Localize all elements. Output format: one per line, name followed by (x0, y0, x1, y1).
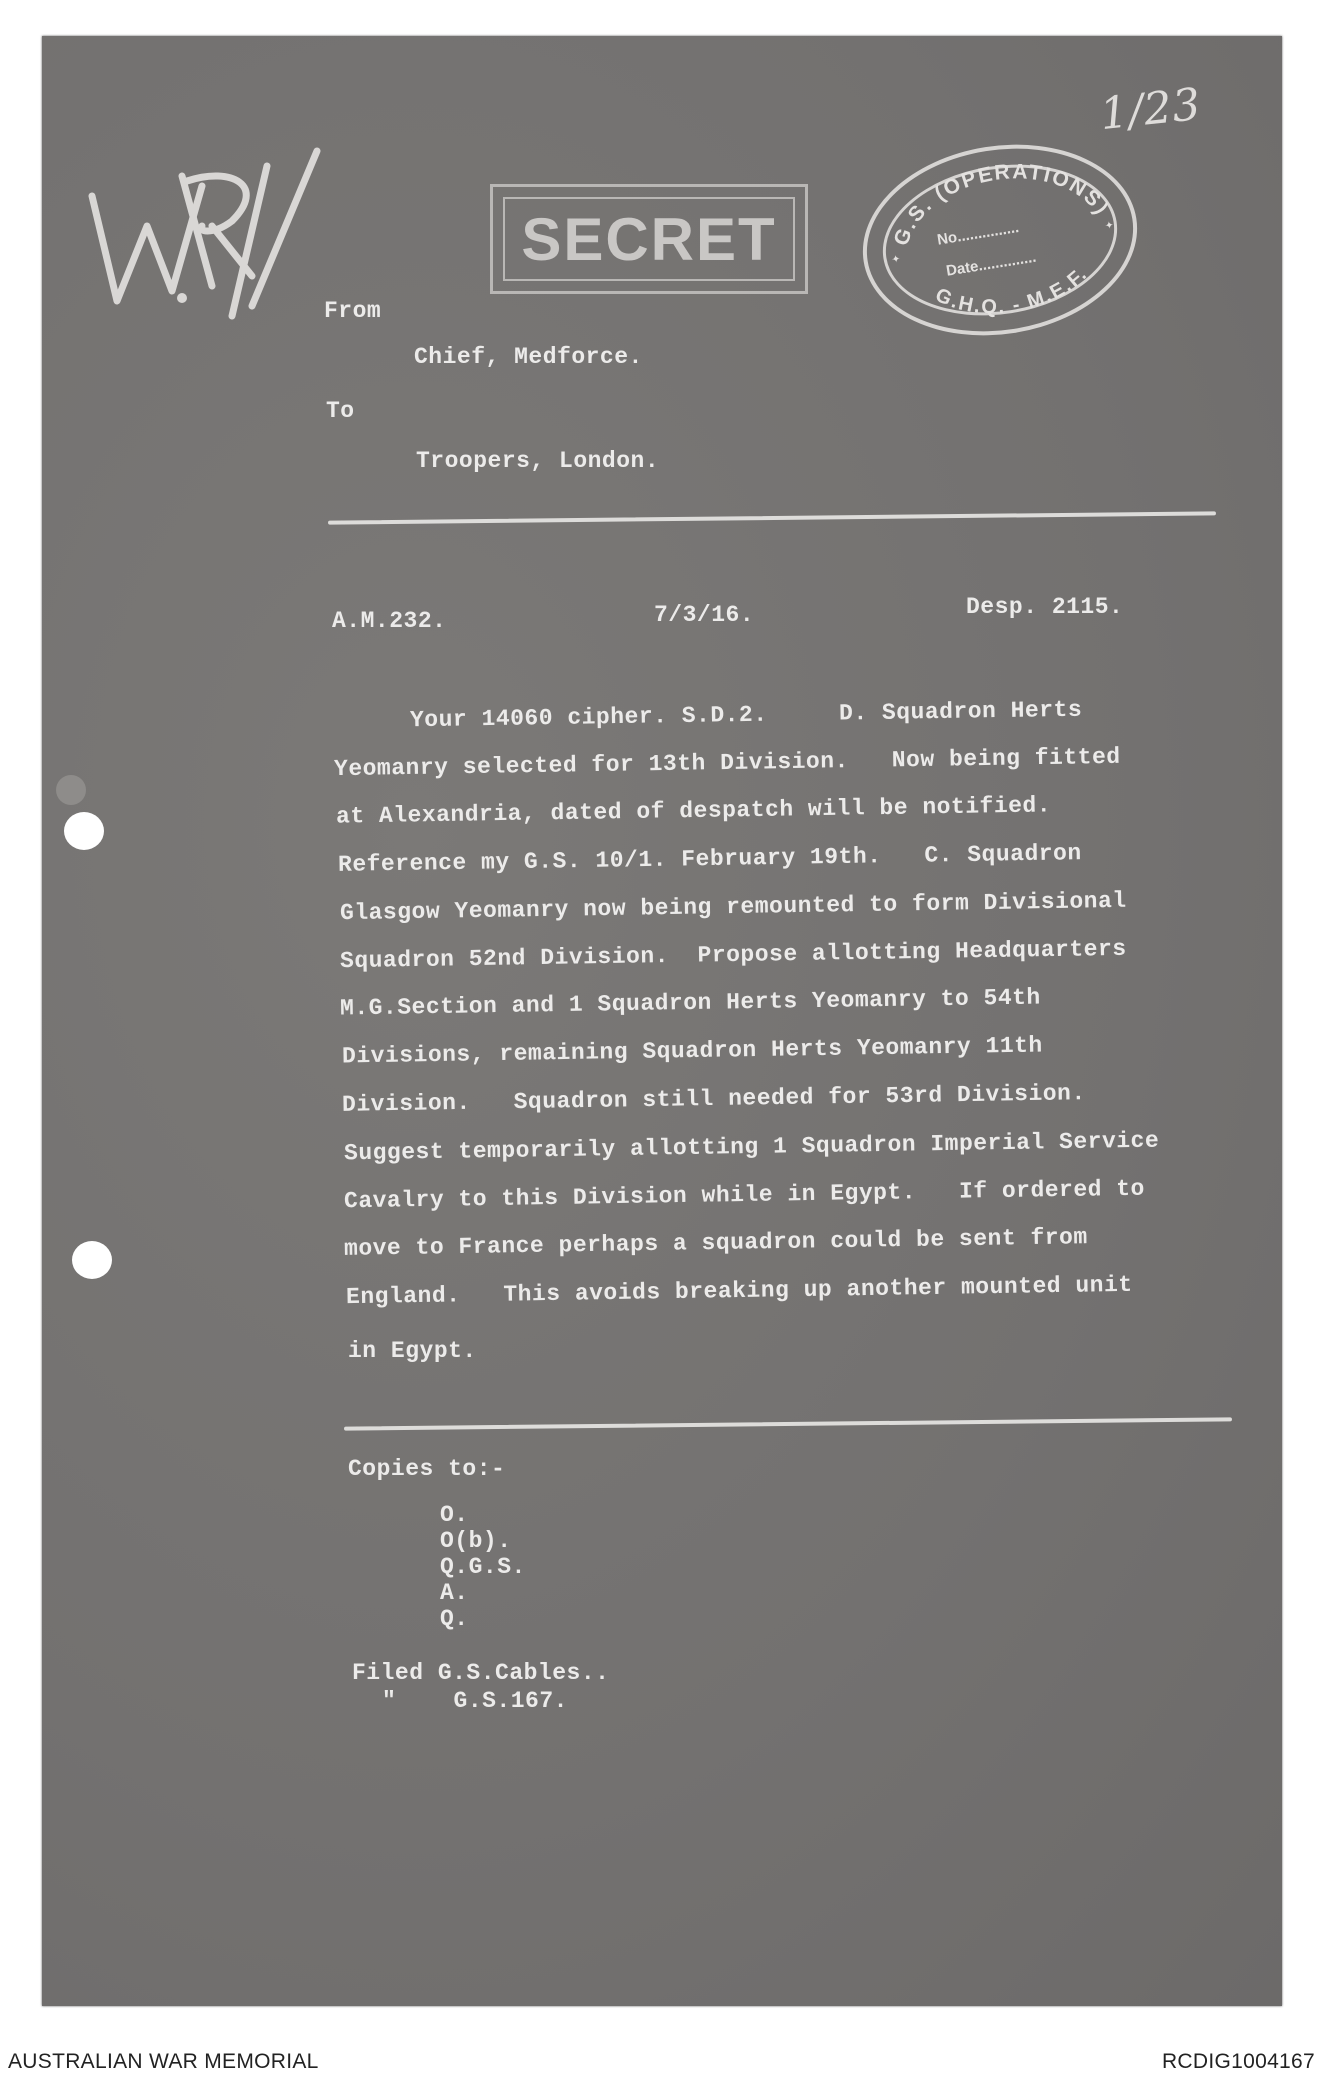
stamp-bottom-text: G.H.Q. - M.E.F. (931, 262, 1093, 319)
message-line: Yeomanry selected for 13th Division. Now being fitted (333, 743, 1121, 783)
message-line: M.G.Section and 1 Squadron Herts Yeomanry to 54th (339, 984, 1041, 1022)
stamp-star-icon: ✦ (890, 250, 902, 269)
punch-hole (72, 1241, 112, 1279)
punch-hole (64, 812, 104, 850)
message-line: Squadron 52nd Division. Propose allotting Headquarters (339, 935, 1127, 975)
copies-recipient: Q. (440, 1606, 469, 1632)
from-label: From (324, 298, 382, 324)
to-value: Troopers, London. (416, 448, 660, 474)
reference-number: A.M.232. (332, 608, 447, 634)
document-sheet (42, 36, 1282, 2006)
handwritten-initials (62, 126, 332, 326)
message-line: in Egypt. (348, 1338, 477, 1364)
message-line: Cavalry to this Division while in Egypt. If ordered to (343, 1175, 1146, 1215)
message-line: England. This avoids breaking up another mounted unit (345, 1271, 1133, 1311)
operations-stamp (849, 126, 1151, 355)
reference-date: 7/3/16. (654, 602, 755, 628)
message-line: Glasgow Yeomanry now being remounted to form Divisional (339, 887, 1127, 927)
copies-recipient: A. (440, 1580, 469, 1606)
message-line: Suggest temporarily allotting 1 Squadron Imperial Service (343, 1127, 1160, 1167)
message-line: move to France perhaps a squadron could be sent from (343, 1224, 1088, 1262)
punch-hole (56, 775, 86, 805)
to-label: To (326, 398, 355, 424)
message-line: at Alexandria, dated of despatch will be notified. (335, 792, 1052, 830)
secret-stamp (490, 184, 808, 294)
secret-label: SECRET (521, 206, 777, 273)
copies-recipient: Q.G.S. (440, 1554, 526, 1580)
copies-recipient: O. (440, 1502, 469, 1528)
filed-line: Filed G.S.Cables.. (352, 1660, 610, 1686)
message-line: Your 14060 cipher. S.D.2. D. Squadron Herts (409, 696, 1083, 734)
page-number: 1/23 (1097, 78, 1204, 141)
stamp-top-text: G.S. (OPERATIONS) (889, 160, 1114, 249)
stamp-date-label: Date.............. (944, 248, 1038, 280)
message-line: Divisions, remaining Squadron Herts Yeomanry 11th (341, 1032, 1043, 1070)
divider-bottom (344, 1417, 1232, 1430)
copies-label: Copies to:- (348, 1456, 506, 1482)
stamp-no-label: No............... (935, 219, 1021, 249)
divider-top (328, 511, 1216, 524)
copies-recipient: O(b). (440, 1528, 512, 1554)
from-value: Chief, Medforce. (414, 344, 643, 370)
despatch-number: Desp. 2115. (966, 594, 1124, 620)
message-line: Division. Squadron still needed for 53rd Division. (341, 1080, 1086, 1118)
footer-record-id: RCDIG1004167 (1161, 2050, 1315, 2073)
filed-line: " G.S.167. (382, 1688, 568, 1714)
footer-institution: AUSTRALIAN WAR MEMORIAL (8, 2050, 319, 2073)
stamp-star-icon: ✦ (1103, 217, 1115, 235)
message-line: Reference my G.S. 10/1. February 19th. C. Squadron (337, 840, 1082, 878)
